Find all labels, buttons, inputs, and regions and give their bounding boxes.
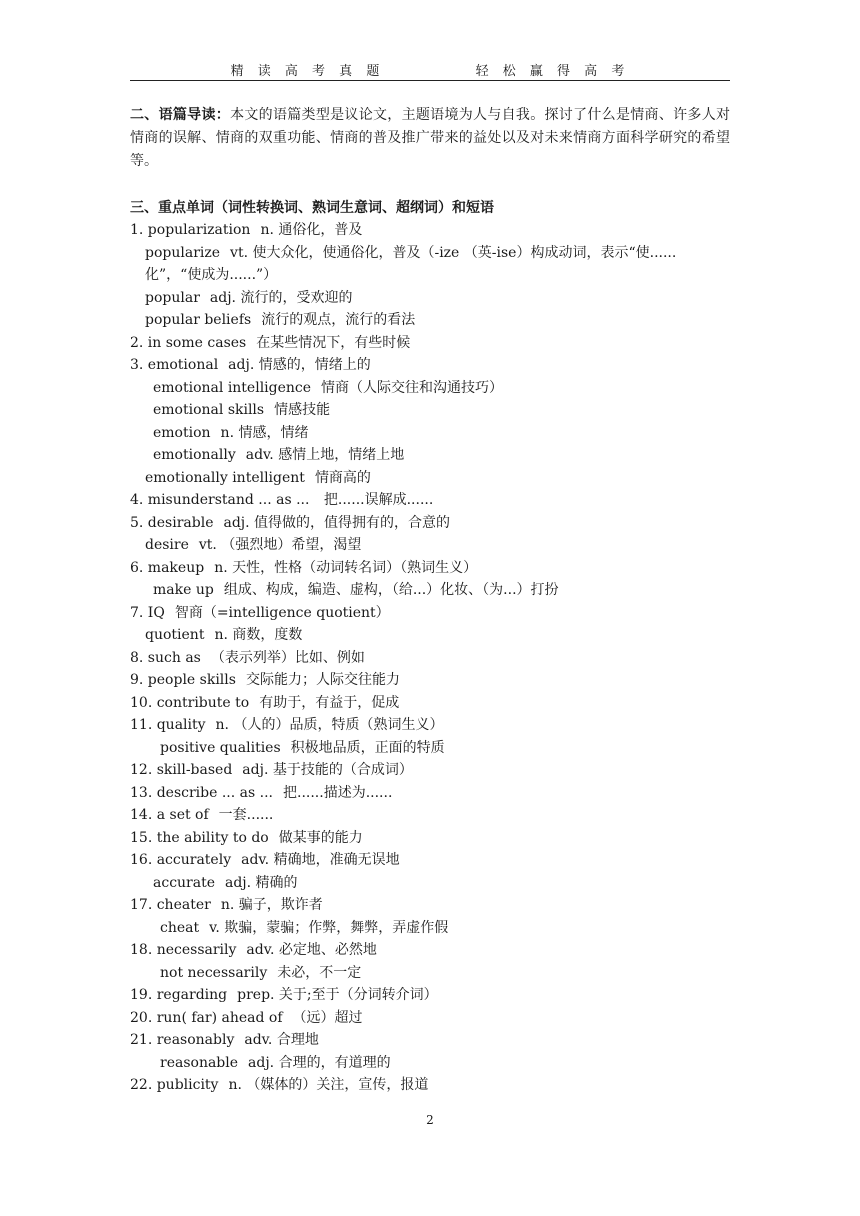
document-body [130, 104, 730, 1097]
vocab-item [130, 692, 730, 715]
vocab-definition: adv. 合理地 [244, 1032, 319, 1048]
vocab-item [130, 219, 730, 242]
vocab-definition: n. 商数，度数 [214, 627, 303, 643]
vocab-word: emotion [153, 424, 211, 441]
vocab-word: 15. the ability to do [130, 829, 269, 846]
vocab-item [130, 354, 730, 377]
vocab-word: cheat [160, 919, 200, 936]
vocab-definition: （表示列举）比如、例如 [210, 649, 365, 666]
vocab-definition: 情商（人际交往和沟通技巧） [321, 379, 504, 396]
vocab-item [130, 894, 730, 917]
vocab-definition: adv. 必定地、必然地 [246, 942, 377, 958]
vocab-definition: n. 情感，情绪 [220, 424, 309, 441]
page-number: 2 [426, 1113, 434, 1127]
vocab-word: popular [145, 289, 200, 306]
vocab-definition: 智商（=intelligence quotient） [174, 604, 390, 621]
vocab-item [130, 827, 730, 850]
vocab-definition: adj. 情感的，情绪上的 [228, 357, 371, 373]
vocab-word: quotient [145, 627, 205, 643]
vocab-item [130, 849, 730, 872]
intro-text: 本文的语篇类型是议论文，主题语境为人与自我。探讨了什么是情商、许多人对情商的误解、情商的双重功能、情商的普及推广带来的益处以及对未来情商方面科学研究的希望等。 [130, 107, 731, 169]
vocab-item [130, 1052, 730, 1075]
vocab-definition: vt. 使大众化，使通俗化，普及（-ize （英-ise）构成动词，表示“使......化”，“使成为......”） [145, 244, 677, 283]
vocab-definition: 积极地品质，正面的特质 [290, 739, 445, 756]
vocab-item [130, 647, 730, 670]
vocab-item [130, 714, 730, 737]
vocab-word: 22. publicity [130, 1077, 219, 1093]
vocab-definition: adj. 基于技能的（合成词） [242, 762, 413, 778]
vocab-definition: 做某事的能力 [278, 829, 363, 846]
vocab-definition: adj. 合理的，有道理的 [248, 1054, 391, 1071]
vocab-word: 8. such as [130, 649, 201, 666]
vocab-item [130, 984, 730, 1007]
vocab-item [130, 467, 730, 490]
vocab-definition: 把......描述为...... [283, 784, 393, 801]
vocab-definition: adj. 值得做的，值得拥有的，合意的 [223, 514, 451, 531]
vocab-definition: 一套...... [218, 807, 274, 823]
header-rule [130, 80, 730, 81]
vocab-item [130, 624, 730, 647]
vocab-word: popular beliefs [145, 312, 252, 328]
vocab-word: not necessarily [160, 964, 268, 981]
vocab-word: 16. accurately [130, 852, 232, 868]
vocab-definition: adv. 感情上地，情绪上地 [245, 447, 405, 463]
vocab-item [130, 512, 730, 535]
vocab-item [130, 309, 730, 332]
intro-paragraph [130, 104, 730, 173]
vocab-section-title: 三、重点单词（词性转换词、熟词生意词、超纲词）和短语 [130, 200, 494, 216]
vocab-definition: 把......误解成...... [319, 492, 434, 508]
vocab-item [130, 557, 730, 580]
vocab-word: 11. quality [130, 717, 206, 733]
vocab-definition: （远）超过 [292, 1009, 363, 1026]
vocab-definition: prep. 关于;至于（分词转介词） [237, 987, 438, 1003]
vocab-word: 17. cheater [130, 897, 211, 913]
vocab-definition: vt. （强烈地）希望，渴望 [198, 537, 362, 553]
vocab-word: 20. run( far) ahead of [130, 1009, 283, 1026]
vocab-word: positive qualities [160, 739, 281, 756]
vocab-item [130, 737, 730, 760]
vocab-definition: 情商高的 [314, 469, 371, 486]
intro-label: 二、语篇导读： [130, 107, 231, 123]
vocab-item [130, 422, 730, 445]
vocab-item [130, 782, 730, 805]
vocab-word: make up [153, 582, 214, 598]
vocab-word: 5. desirable [130, 514, 214, 531]
vocab-item [130, 377, 730, 400]
vocab-word: emotionally [153, 447, 236, 463]
vocab-word: 3. emotional [130, 357, 219, 373]
vocab-word: reasonable [160, 1054, 239, 1071]
vocab-definition: adj. 流行的，受欢迎的 [209, 289, 353, 306]
vocab-word: 1. popularization [130, 222, 251, 238]
vocab-word: 12. skill-based [130, 762, 233, 778]
vocab-word: 13. describe ... as ... [130, 784, 273, 801]
vocab-item [130, 962, 730, 985]
vocab-item [130, 399, 730, 422]
vocab-word: 10. contribute to [130, 694, 250, 711]
vocab-word: 9. people skills [130, 672, 236, 688]
vocab-definition: n. 天性，性格（动词转名词）（熟词生义） [214, 559, 478, 576]
vocab-item [130, 1007, 730, 1030]
vocab-definition: v. 欺骗，蒙骗；作弊，舞弊，弄虚作假 [209, 919, 449, 936]
vocab-item [130, 1074, 730, 1097]
vocab-definition: 未必，不一定 [277, 964, 362, 981]
vocab-item [130, 332, 730, 355]
vocab-item [130, 242, 730, 287]
vocab-word: desire [145, 537, 189, 553]
header-left: 精 读 高 考 真 题 [230, 64, 385, 79]
vocab-word: 2. in some cases [130, 334, 247, 351]
vocab-definition: n. 骗子，欺诈者 [220, 897, 323, 913]
vocab-definition: adv. 精确地，准确无误地 [241, 852, 400, 868]
vocab-word: emotionally intelligent [145, 469, 305, 486]
vocab-item [130, 917, 730, 940]
vocab-word: accurate [153, 874, 215, 891]
vocab-item [130, 939, 730, 962]
header-right: 轻 松 赢 得 高 考 [475, 64, 630, 79]
vocab-definition: n. （媒体的）关注，宣传，报道 [228, 1077, 429, 1093]
vocab-item [130, 872, 730, 895]
vocab-item [130, 1029, 730, 1052]
vocab-item [130, 489, 730, 512]
vocab-word: 18. necessarily [130, 942, 237, 958]
vocab-word: 21. reasonably [130, 1032, 235, 1048]
vocab-word: 4. misunderstand ... as ... [130, 492, 310, 508]
vocab-definition: 有助于，有益于，促成 [259, 694, 400, 711]
vocab-word: emotional skills [153, 402, 265, 418]
vocab-definition: 交际能力；人际交往能力 [245, 672, 400, 688]
page-header [130, 60, 730, 79]
vocab-word: 19. regarding [130, 987, 228, 1003]
vocab-definition: n. 通俗化，普及 [260, 222, 363, 238]
vocab-definition: n. （人的）品质，特质（熟词生义） [215, 717, 444, 733]
vocab-definition: 情感技能 [274, 402, 331, 418]
vocab-definition: 组成、构成，编造、虚构，（给...）化妆、（为...）打扮 [223, 582, 559, 598]
vocab-item [130, 444, 730, 467]
vocab-item [130, 602, 730, 625]
vocab-definition: adj. 精确的 [225, 874, 298, 891]
vocab-item [130, 534, 730, 557]
vocab-word: 14. a set of [130, 807, 209, 823]
vocab-word: 6. makeup [130, 559, 205, 576]
vocab-item [130, 579, 730, 602]
vocab-definition: 流行的观点，流行的看法 [261, 312, 416, 328]
vocab-item [130, 759, 730, 782]
vocab-definition: 在某些情况下，有些时候 [256, 334, 411, 351]
vocab-item [130, 804, 730, 827]
vocab-word: emotional intelligence [153, 379, 312, 396]
vocab-word: popularize [145, 244, 221, 261]
vocab-item [130, 287, 730, 310]
vocab-word: 7. IQ [130, 604, 165, 621]
vocab-item [130, 669, 730, 692]
vocab-list [130, 219, 730, 1097]
